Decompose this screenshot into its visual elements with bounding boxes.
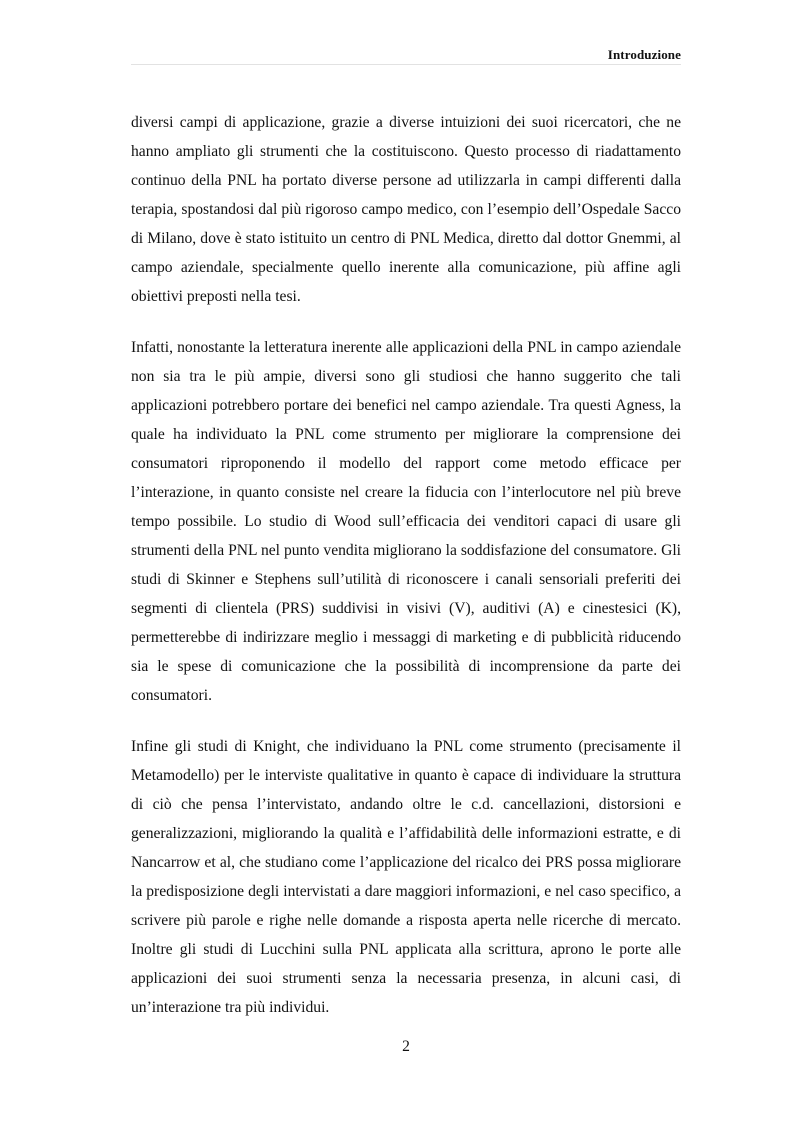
header-divider [131, 64, 681, 65]
paragraph-3: Infine gli studi di Knight, che individuano la PNL come strumento (precisamente il Metamodello) per le interviste qualitative in quanto è capace di individuare la struttura di ciò che pensa l’intervistato, andando oltre le c.d. cancellazioni, distorsioni e generalizzazioni, migliorando la qualità e l’affidabilità delle informazioni estratte, e di Nancarrow et al, che studiano come l’applicazione del ricalco dei PRS possa migliorare la predisposizione degli intervistati a dare maggiori informazioni, e nel caso specifico, a scrivere più parole e righe nelle domande a risposta aperta nelle ricerche di mercato. Inoltre gli studi di Lucchini sulla PNL applicata alla scrittura, aprono le porte alle applicazioni dei suoi strumenti senza la necessaria presenza, in alcuni casi, di un’interazione tra più individui. [131, 738, 681, 1016]
page-number: 2 [402, 1038, 410, 1055]
paragraph-2: Infatti, nonostante la letteratura inerente alle applicazioni della PNL in campo aziendale non sia tra le più ampie, diversi sono gli studiosi che hanno suggerito che tali applicazioni potrebbero portare dei benefici nel campo aziendale. Tra questi Agness, la quale ha individuato la PNL come strumento per migliorare la comprensione dei consumatori riproponendo il modello del rapport come metodo efficace per l’interazione, in quanto consiste nel creare la fiducia con l’interlocutore nel più breve tempo possibile. Lo studio di Wood sull’efficacia dei venditori capaci di usare gli strumenti della PNL nel punto vendita migliorano la soddisfazione del consumatore. Gli studi di Skinner e Stephens sull’utilità di riconoscere i canali sensoriali preferiti dei segmenti di clientela (PRS) suddivisi in visivi (V), auditivi (A) e cinestesici (K), permetterebbe di indirizzare meglio i messaggi di marketing e di pubblicità riducendo sia le spese di comunicazione che la possibilità di incomprensione da parte dei consumatori. [131, 339, 681, 704]
running-header-title: Introduzione [607, 47, 681, 62]
body-text [131, 108, 681, 1044]
paragraph-1: diversi campi di applicazione, grazie a diverse intuizioni dei suoi ricercatori, che ne hanno ampliato gli strumenti che la costituiscono. Questo processo di riadattamento continuo della PNL ha portato diverse persone ad utilizzarla in campi differenti dalla terapia, spostandosi dal più rigoroso campo medico, con l’esempio dell’Ospedale Sacco di Milano, dove è stato istituito un centro di PNL Medica, diretto dal dottor Gnemmi, al campo aziendale, specialmente quello inerente alla comunicazione, più affine agli obiettivi preposti nella tesi. [131, 114, 681, 305]
